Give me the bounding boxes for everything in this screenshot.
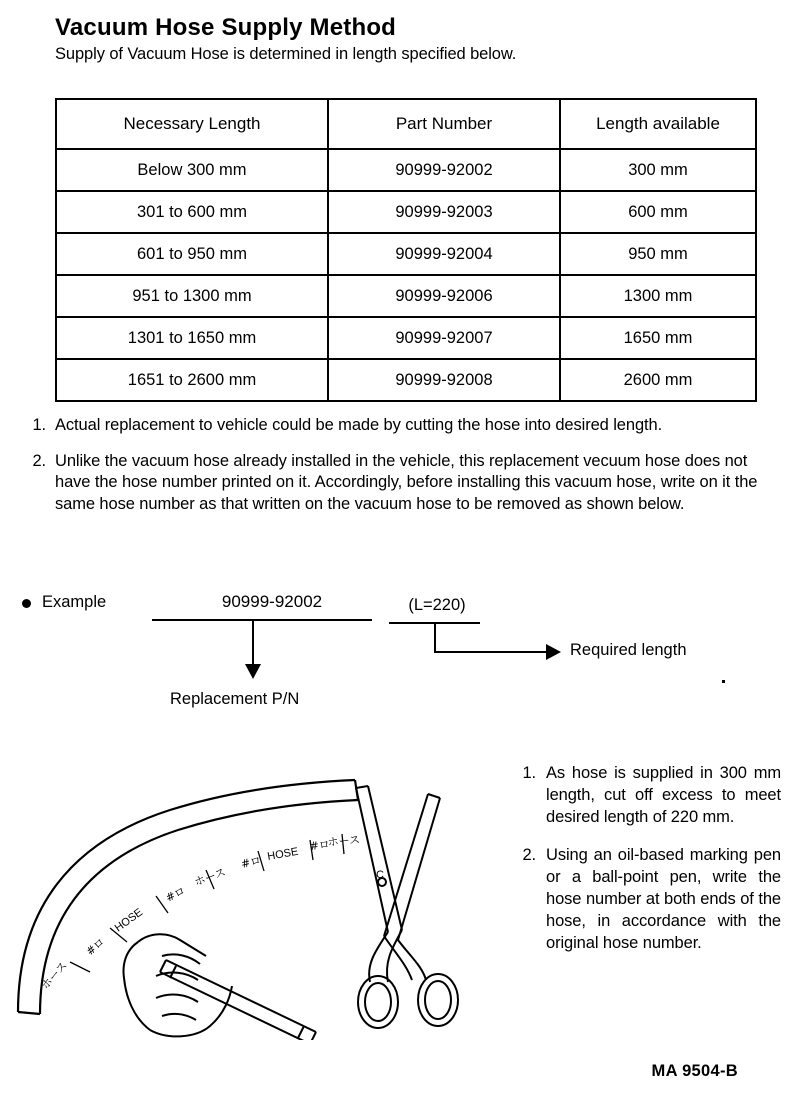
step-number: 2. [522, 846, 536, 864]
cell-necessary-length: 301 to 600 mm [56, 191, 328, 233]
parts-table-container [55, 98, 755, 402]
step-item [516, 762, 781, 828]
step-text: As hose is supplied in 300 mm length, cut off excess to meet desired length of 220 mm. [546, 764, 781, 826]
note-number: 2. [32, 451, 46, 470]
note-text: Unlike the vacuum hose already installed in the vehicle, this replacement vecuum hose does not have the hose number printed on it. Accordingly, before installing this vacuum hose, write on it the same hose number as that written on the vacuum hose to be removed as shown below. [55, 451, 758, 513]
column-header-necessary-length: Necessary Length [56, 99, 328, 149]
step-text: Using an oil-based marking pen or a ball-point pen, write the hose number at both ends of the hose, in accordance with the original hose number. [546, 846, 781, 952]
required-length-caption: Required length [570, 641, 687, 659]
notes-list [22, 415, 762, 529]
cell-part-number: 90999-92006 [328, 275, 560, 317]
elbow-arrow-horizontal-icon [434, 651, 549, 653]
steps-list [516, 762, 781, 970]
example-diagram [22, 592, 782, 732]
scissors-pivot-label: C [376, 869, 384, 881]
page-title: Vacuum Hose Supply Method [55, 14, 397, 41]
step-item [516, 844, 781, 954]
replacement-pn-caption: Replacement P/N [170, 690, 300, 708]
table-header-row [56, 99, 756, 149]
cell-necessary-length: 1301 to 1650 mm [56, 317, 328, 359]
vacuum-hose-icon [18, 780, 361, 1014]
table-row [56, 359, 756, 401]
svg-text:#ロ: #ロ [239, 853, 263, 871]
svg-text:#ロ: #ロ [308, 837, 331, 853]
cell-length-available: 300 mm [560, 149, 756, 191]
note-item [22, 415, 762, 437]
example-length-marking: (L=220) [408, 596, 466, 614]
svg-text:HOSE: HOSE [112, 906, 145, 935]
note-text: Actual replacement to vehicle could be made by cutting the hose into desired length. [55, 416, 663, 434]
right-arrow-head-icon [546, 644, 561, 660]
table-row [56, 149, 756, 191]
cell-part-number: 90999-92008 [328, 359, 560, 401]
cell-length-available: 950 mm [560, 233, 756, 275]
column-header-length-available: Length available [560, 99, 756, 149]
hand-icon [124, 934, 232, 1036]
example-part-number: 90999-92002 [221, 592, 323, 611]
note-item [22, 451, 762, 516]
svg-text:ホース: ホース [327, 833, 361, 849]
illustration-svg [10, 750, 510, 1040]
svg-text:#ロ: #ロ [83, 935, 108, 959]
table-row [56, 275, 756, 317]
table-row [56, 317, 756, 359]
note-number: 1. [32, 416, 46, 434]
cell-length-available: 1300 mm [560, 275, 756, 317]
svg-text:#ロ: #ロ [163, 884, 188, 905]
table-row [56, 191, 756, 233]
cell-necessary-length: 601 to 950 mm [56, 233, 328, 275]
figure-code: MA 9504-B [651, 1062, 738, 1080]
bullet-icon [22, 599, 31, 608]
cell-part-number: 90999-92004 [328, 233, 560, 275]
parts-table [55, 98, 757, 402]
cell-part-number: 90999-92003 [328, 191, 560, 233]
step-number: 1. [522, 764, 536, 782]
page-subtitle: Supply of Vacuum Hose is determined in length specified below. [55, 45, 517, 63]
cell-length-available: 600 mm [560, 191, 756, 233]
hose-cutting-illustration [10, 750, 510, 1040]
column-header-part-number: Part Number [328, 99, 560, 149]
table-row [56, 233, 756, 275]
cell-necessary-length: 951 to 1300 mm [56, 275, 328, 317]
down-arrow-head-icon [245, 664, 261, 679]
cell-part-number: 90999-92007 [328, 317, 560, 359]
cell-necessary-length: 1651 to 2600 mm [56, 359, 328, 401]
svg-text:ホース: ホース [192, 865, 228, 889]
part-number-underline [152, 619, 372, 621]
stray-mark [722, 680, 725, 683]
cell-part-number: 90999-92002 [328, 149, 560, 191]
elbow-arrow-vertical-icon [434, 622, 436, 653]
cell-necessary-length: Below 300 mm [56, 149, 328, 191]
svg-text:ホース: ホース [38, 959, 70, 993]
cell-length-available: 1650 mm [560, 317, 756, 359]
scissors-icon [356, 786, 458, 1028]
svg-text:HOSE: HOSE [266, 845, 300, 863]
pen-icon [160, 960, 316, 1040]
example-label: Example [42, 593, 107, 611]
cell-length-available: 2600 mm [560, 359, 756, 401]
